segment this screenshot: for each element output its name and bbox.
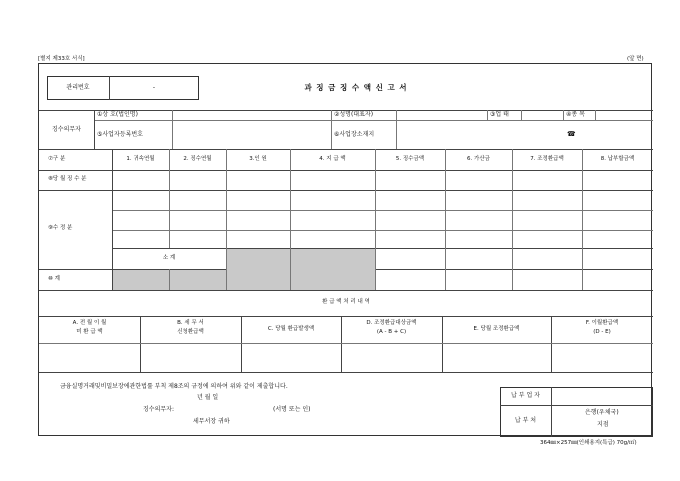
paper-spec: 364㎜×257㎜(인쇄용지(특급) 70g/㎡) — [540, 440, 637, 446]
trade-name-label: ①상 호(법인명) — [97, 111, 138, 118]
col-header-5: 5. 징수금액 — [395, 156, 425, 162]
payment-bank: 은행(우체국) — [585, 409, 619, 416]
declaration-form — [38, 63, 652, 436]
refund-col-a-line1: A. 전 월 이 월 — [72, 320, 107, 326]
refund-col-f-line1: F. 이월환급액 — [585, 320, 619, 326]
mgmt-number-value[interactable]: - — [152, 84, 156, 91]
phone-icon: ☎ — [567, 130, 576, 138]
payer-label: 징수의무자 — [52, 126, 81, 133]
refund-col-a-line2: 미 환 급 액 — [76, 329, 103, 335]
col-header-4: 4. 지 급 액 — [319, 156, 346, 162]
row-subtotal: 소 계 — [162, 255, 176, 261]
form-code: [별지 제33호 서식] — [38, 56, 85, 62]
refund-col-d-line1: D. 조정환급대상금액 — [366, 320, 417, 326]
item-label: ④종 목 — [566, 111, 585, 118]
payment-office-label: 납 부 처 — [514, 417, 537, 424]
col-header-6: 6. 가산금 — [467, 156, 490, 162]
row-amended: ⑨수 정 분 — [48, 225, 73, 231]
refund-col-b-line1: B. 세 무 서 — [177, 320, 204, 326]
page-side: (앞 면) — [627, 56, 644, 62]
declaration-date: 년 월 일 — [197, 394, 219, 401]
refund-title: 환 급 액 처 리 내 역 — [322, 299, 370, 305]
col-header-8: 8. 납부할금액 — [600, 156, 635, 162]
mgmt-number-label: 관리번호 — [66, 84, 90, 91]
refund-col-b-line2: 신청환급액 — [177, 329, 204, 335]
address-label: ⑥사업장소재지 — [334, 131, 375, 138]
col-header-3: 3.인 원 — [249, 156, 267, 162]
declaration-signature: (서명 또는 인) — [273, 406, 311, 413]
refund-col-e: E. 당월 조정환급액 — [473, 326, 520, 332]
refund-col-d-line2: (A - B + C) — [376, 329, 407, 335]
col-header-7: 7. 조정환급액 — [530, 156, 564, 162]
payment-payer-label: 납 부 업 자 — [511, 392, 540, 399]
row-total: ⑩ 계 — [48, 276, 60, 282]
form-title: 과 징 금 징 수 액 신 고 서 — [304, 83, 408, 92]
declaration-addressee: 세무서장 귀하 — [193, 418, 230, 425]
reg-no-label: ⑤사업자등록번호 — [97, 131, 143, 138]
category-header: ⑦구 분 — [48, 156, 66, 162]
refund-col-f-line2: (D - E) — [593, 329, 611, 335]
row-current-month: ⑧당 월 징 수 분 — [48, 176, 87, 182]
declaration-statement: 금융실명거래및비밀보장에관한법률 부칙 제8조의 규정에 의하여 위와 같이 제출합니다. — [60, 383, 288, 390]
representative-label: ②성명(대표자) — [334, 111, 374, 118]
payment-branch: 지점 — [597, 421, 609, 428]
refund-col-c: C. 당월 환급발생액 — [267, 326, 315, 332]
shade-c3c4 — [227, 249, 375, 290]
col-header-2: 2. 징수연월 — [183, 156, 212, 162]
col-header-1: 1. 귀속연월 — [126, 156, 155, 162]
business-type-label: ③업 태 — [490, 111, 509, 118]
declaration-payer: 징수의무자: — [143, 406, 175, 413]
